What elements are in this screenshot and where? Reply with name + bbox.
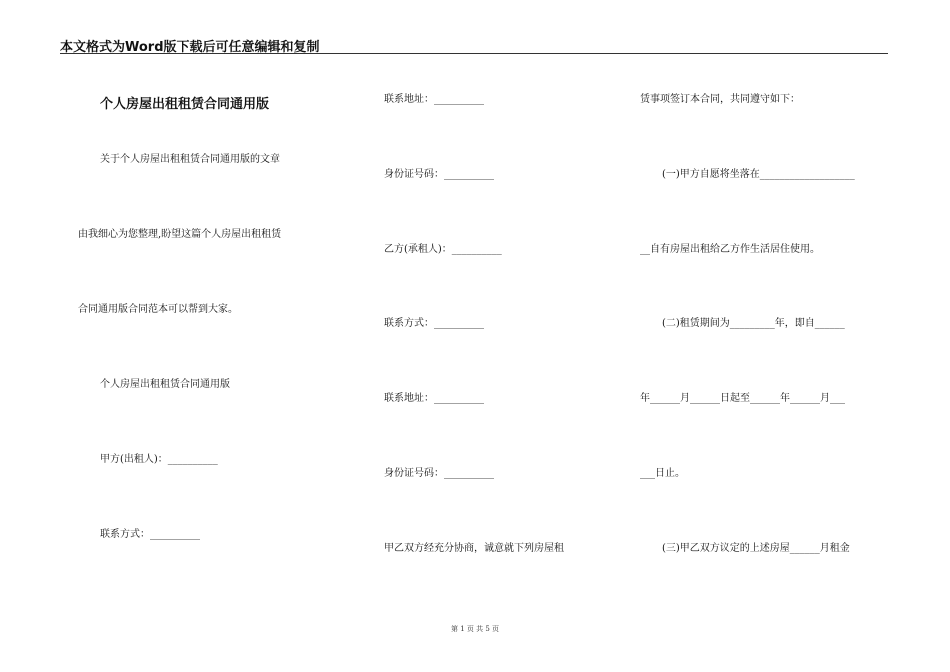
col3-line-4: (二)租赁期间为_________年，即自______ [662, 318, 845, 329]
col1-line-2: 由我细心为您整理,盼望这篇个人房屋出租租赁 [78, 229, 282, 240]
col3-line-5: 年______月______日起至______年______月___ [640, 393, 845, 404]
col1-line-5: 甲方(出租人)：__________ [100, 454, 218, 465]
page-number-footer: 第 1 页 共 5 页 [450, 625, 500, 633]
col1-line-4: 个人房屋出租租赁合同通用版 [100, 379, 230, 390]
col3-line-2: (一)甲方自愿将坐落在___________________ [662, 169, 855, 180]
col2-line-4: 联系方式：__________ [384, 318, 484, 329]
col2-line-3: 乙方(承租人)：__________ [384, 244, 502, 255]
col2-line-5: 联系地址：__________ [384, 393, 484, 404]
col1-line-6: 联系方式：__________ [100, 529, 200, 540]
col2-line-1: 联系地址：__________ [384, 94, 484, 105]
col3-line-3: __自有房屋出租给乙方作生活居住使用。 [640, 244, 820, 255]
col2-line-6: 身份证号码：__________ [384, 468, 494, 479]
col3-line-7: (三)甲乙双方议定的上述房屋______月租金 [662, 543, 850, 554]
header-divider [60, 53, 888, 54]
col1-line-1: 关于个人房屋出租租赁合同通用版的文章 [100, 154, 280, 165]
document-header-banner: 本文格式为Word版下载后可任意编辑和复制 [60, 40, 320, 55]
col3-line-1: 赁事项签订本合同，共同遵守如下： [640, 94, 800, 105]
col3-line-6: ___日止。 [640, 468, 685, 479]
col2-line-2: 身份证号码：__________ [384, 169, 494, 180]
col2-line-7: 甲乙双方经充分协商，诚意就下列房屋租 [384, 543, 564, 554]
col1-line-3: 合同通用版合同范本可以帮到大家。 [78, 304, 238, 315]
document-title: 个人房屋出租租赁合同通用版 [100, 97, 270, 112]
